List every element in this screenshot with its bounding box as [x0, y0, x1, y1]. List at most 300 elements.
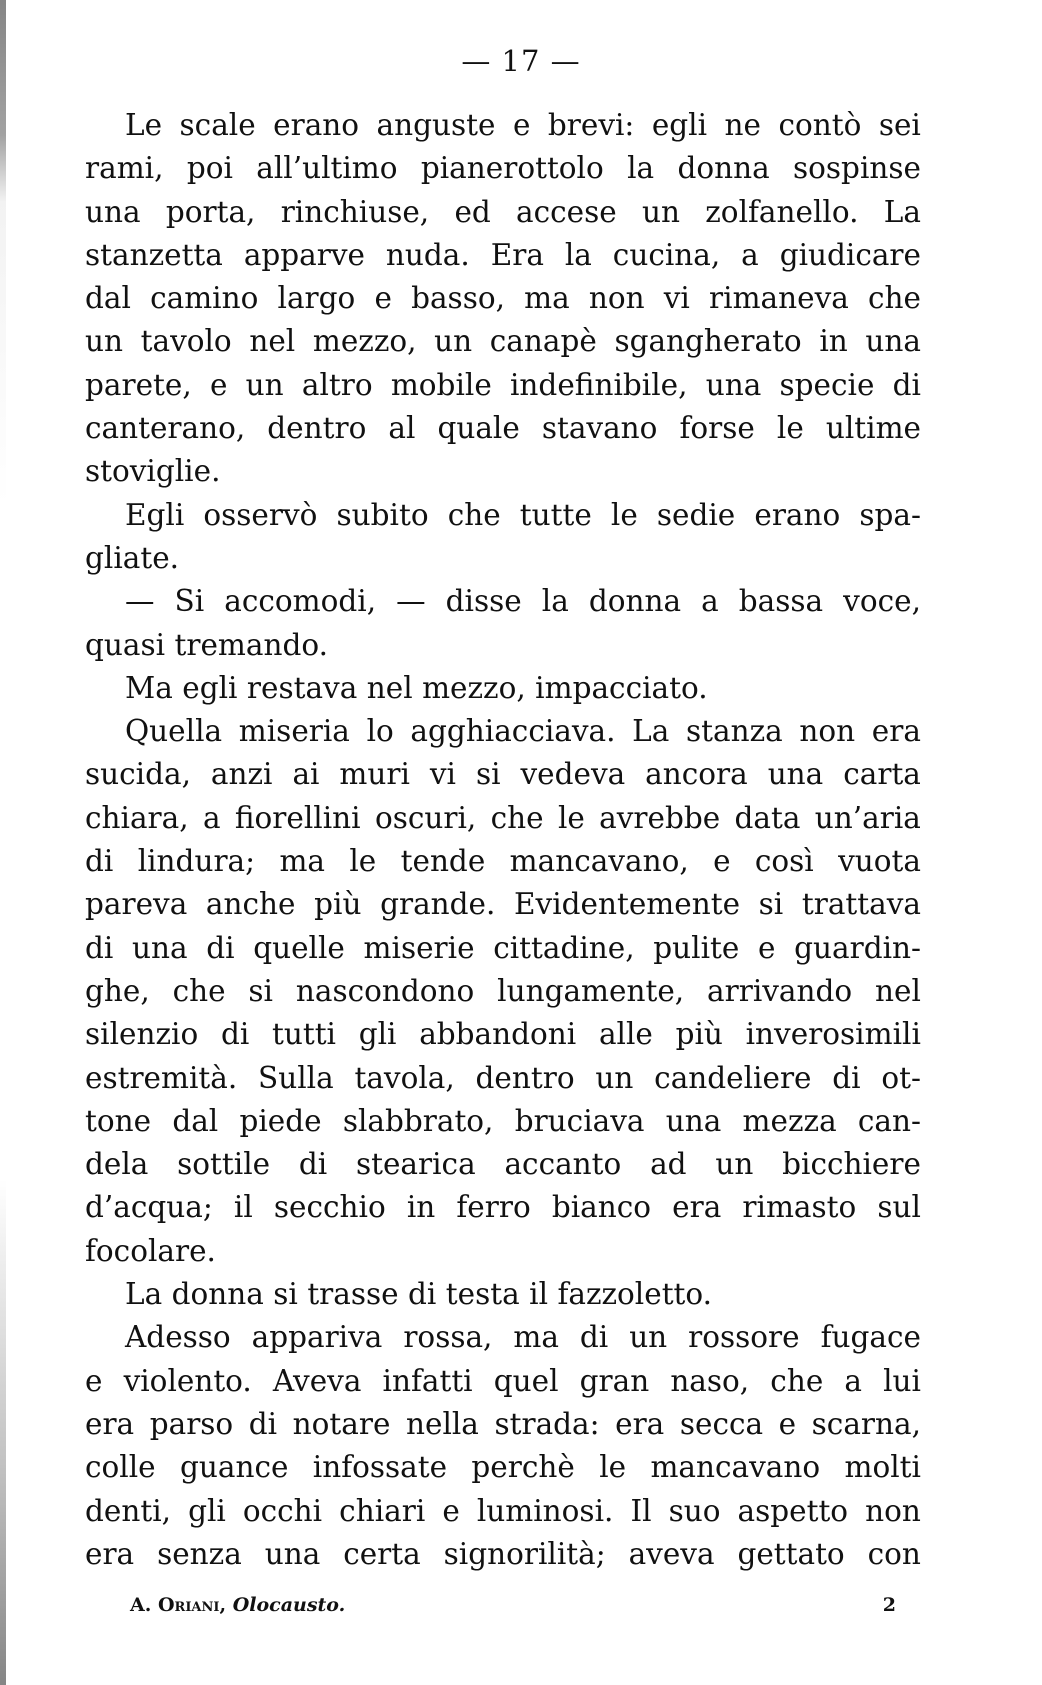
word: contò	[778, 108, 862, 142]
word: era	[615, 1406, 665, 1441]
word: accanto	[504, 1147, 622, 1182]
word: lindura;	[137, 844, 256, 879]
word: silenzio	[85, 1017, 199, 1052]
text-line	[85, 277, 921, 320]
word: le	[776, 411, 804, 446]
word: impacciato.	[535, 670, 708, 705]
word: stanzetta	[85, 237, 223, 272]
word: dentro	[475, 1060, 575, 1095]
word: donna	[677, 151, 770, 186]
word: in	[819, 324, 848, 359]
word: le	[599, 1450, 627, 1485]
word: vi	[663, 281, 690, 316]
word: Le	[125, 108, 163, 142]
word: più	[314, 887, 362, 922]
word: a	[844, 1363, 862, 1398]
text-line	[85, 927, 921, 970]
word: quel	[493, 1363, 559, 1398]
word: la	[541, 584, 569, 619]
word: oscuri,	[374, 800, 477, 835]
word: tavola,	[354, 1060, 455, 1095]
word: Egli	[125, 497, 185, 532]
text-line	[85, 667, 921, 710]
text-line	[85, 1057, 921, 1100]
text-line	[85, 1013, 921, 1056]
word: le	[349, 844, 377, 879]
word: agghiacciava.	[410, 714, 616, 749]
word: gran	[579, 1363, 650, 1398]
word: rimasto	[742, 1190, 857, 1225]
word: tavolo	[140, 324, 232, 359]
word: mezzo,	[312, 324, 417, 359]
word: una	[85, 194, 141, 229]
word: abbandoni	[419, 1017, 577, 1052]
word: di	[298, 1147, 328, 1182]
text-line	[85, 191, 921, 234]
word: nascondono	[295, 973, 475, 1008]
word: tone	[85, 1103, 152, 1138]
page-footer	[130, 1594, 896, 1616]
word: infatti	[382, 1363, 473, 1398]
text-line	[85, 1403, 921, 1446]
word: sgangherato	[614, 324, 802, 359]
text-line	[85, 883, 921, 926]
text-line	[85, 1446, 921, 1489]
text-line	[85, 580, 921, 623]
word: violento.	[123, 1363, 252, 1398]
word: La	[632, 714, 670, 749]
word: Aveva	[272, 1363, 362, 1398]
word: vuota	[838, 844, 921, 879]
text-line	[85, 1490, 921, 1533]
word: rami,	[85, 151, 164, 186]
word: ai	[292, 757, 320, 792]
word: che	[172, 973, 226, 1008]
word: di	[85, 844, 114, 879]
word: cucina,	[612, 237, 721, 272]
word: all’ultimo	[256, 151, 398, 186]
word: grande.	[380, 887, 496, 922]
word: porta,	[165, 194, 256, 229]
word: di	[206, 930, 235, 965]
word: la	[564, 237, 592, 272]
word: una	[865, 324, 921, 359]
signature-mark: 2	[882, 1594, 896, 1616]
word: quelle	[253, 930, 345, 965]
word: egli	[651, 108, 708, 142]
word: arrivando	[707, 973, 853, 1008]
word: testa	[445, 1277, 520, 1312]
word: nuda.	[385, 237, 470, 272]
word: candeliere	[654, 1060, 812, 1095]
word: sospinse	[793, 151, 921, 186]
word: sei	[878, 108, 921, 142]
word: miserie	[363, 930, 475, 965]
word: anche	[205, 887, 296, 922]
word: scarna,	[811, 1406, 921, 1441]
word: gliate.	[85, 540, 180, 575]
word: parete,	[85, 367, 192, 402]
word: alle	[598, 1017, 653, 1052]
word: di	[892, 367, 921, 402]
word: —	[396, 584, 426, 619]
word: dela	[85, 1147, 149, 1182]
word: egli	[182, 670, 238, 705]
word: un	[715, 1147, 754, 1182]
word: —	[125, 584, 155, 619]
text-line	[85, 624, 921, 667]
word: trattava	[801, 887, 921, 922]
word: e	[374, 281, 392, 316]
word: parso	[149, 1406, 234, 1441]
word: aspetto	[737, 1493, 849, 1528]
text-line	[85, 1273, 921, 1316]
footer-title: Olocausto.	[232, 1594, 346, 1616]
word: giudicare	[779, 237, 921, 272]
word: ed	[454, 194, 491, 229]
word: che	[868, 281, 921, 316]
word: Evidentemente	[514, 887, 741, 922]
word: rimaneva	[709, 281, 849, 316]
word: erano	[273, 108, 360, 142]
text-line	[85, 104, 921, 147]
word: certa	[343, 1536, 421, 1571]
word: Il	[630, 1493, 652, 1528]
word: e	[778, 1406, 797, 1441]
word: nel	[875, 973, 921, 1008]
word: più	[675, 1017, 723, 1052]
word: La	[125, 1277, 163, 1312]
word: altro	[301, 367, 373, 402]
word: la	[627, 151, 655, 186]
word: fazzoletto.	[557, 1277, 713, 1312]
word: ne	[724, 108, 761, 142]
text-line	[85, 1230, 921, 1273]
word: in	[406, 1190, 436, 1225]
word: stanza	[686, 714, 783, 749]
word: ma	[513, 1320, 559, 1355]
word: occhi	[242, 1493, 323, 1528]
word: mezza	[742, 1103, 837, 1138]
word: aveva	[628, 1536, 715, 1571]
text-line	[85, 1360, 921, 1403]
word: lungamente,	[497, 973, 685, 1008]
word: tutte	[519, 497, 592, 532]
text-line	[85, 970, 921, 1013]
word: anguste	[376, 108, 496, 142]
word: scale	[179, 108, 256, 142]
word: di	[220, 1017, 250, 1052]
word: muri	[339, 757, 410, 792]
word: chiara,	[85, 800, 189, 835]
word: canterano,	[85, 411, 246, 446]
word: non	[588, 281, 645, 316]
word: si	[273, 1277, 298, 1312]
word: notare	[292, 1406, 391, 1441]
word: Ma	[125, 670, 173, 705]
word: carta	[843, 757, 921, 792]
word: guardin-	[794, 930, 921, 965]
word: camino	[150, 281, 259, 316]
word: piede	[239, 1103, 322, 1138]
word: ad	[650, 1147, 687, 1182]
body-text	[85, 104, 921, 1576]
text-line	[85, 537, 921, 580]
word: disse	[445, 584, 522, 619]
word: La	[883, 194, 921, 229]
word: naso,	[670, 1363, 750, 1398]
text-line	[85, 840, 921, 883]
word: indefinibile,	[510, 367, 688, 402]
word: quale	[437, 411, 520, 446]
word: di	[248, 1406, 278, 1441]
word: mancavano	[650, 1450, 821, 1485]
word: era	[672, 1190, 722, 1225]
word: vi	[429, 757, 456, 792]
word: specie	[779, 367, 875, 402]
word: luminosi.	[476, 1493, 614, 1528]
word: secca	[679, 1406, 764, 1441]
page-number: — 17 —	[461, 44, 581, 78]
word: avrebbe	[599, 800, 721, 835]
text-line	[85, 494, 921, 537]
text-line	[85, 407, 921, 450]
binding-edge-shadow	[0, 0, 6, 1685]
word: stavano	[541, 411, 658, 446]
word: un	[642, 194, 680, 229]
word: basso,	[411, 281, 505, 316]
word: si	[248, 973, 273, 1008]
word: fugace	[820, 1320, 921, 1355]
word: brevi:	[547, 108, 635, 142]
footer-citation	[130, 1594, 345, 1616]
word: era	[85, 1406, 135, 1441]
word: largo	[277, 281, 356, 316]
word: ancora	[645, 757, 748, 792]
word: un	[595, 1060, 634, 1095]
word: donna	[171, 1277, 264, 1312]
word: strada:	[494, 1406, 600, 1441]
word: fiorellini	[234, 800, 361, 835]
word: così	[754, 844, 814, 879]
word: e	[512, 108, 531, 142]
text-line	[85, 1143, 921, 1186]
word: gli	[358, 1017, 397, 1052]
word: data	[734, 800, 801, 835]
word: le	[610, 497, 638, 532]
word: una	[705, 367, 762, 402]
word: signorilità;	[443, 1536, 606, 1571]
text-line	[85, 710, 921, 753]
word: tremando.	[174, 627, 328, 662]
word: al	[388, 411, 416, 446]
word: Adesso	[125, 1320, 231, 1355]
word: con	[867, 1536, 921, 1571]
word: Sulla	[258, 1060, 334, 1095]
word: rinchiuse,	[280, 194, 430, 229]
word: erano	[754, 497, 841, 532]
word: anzi	[210, 757, 273, 792]
word: senza	[157, 1536, 242, 1571]
text-line	[85, 1186, 921, 1229]
word: una	[264, 1536, 321, 1571]
word: si	[758, 887, 784, 922]
word: ot-	[881, 1060, 921, 1095]
word: sedie	[656, 497, 736, 532]
word: che	[770, 1363, 824, 1398]
word: donna	[588, 584, 682, 619]
text-line	[85, 450, 921, 493]
word: e	[85, 1363, 103, 1398]
word: zolfanello.	[705, 194, 859, 229]
text-line	[85, 364, 921, 407]
word: le	[557, 800, 585, 835]
word: che	[490, 800, 544, 835]
word: era	[871, 714, 921, 749]
word: gli	[188, 1493, 226, 1528]
word: un	[629, 1320, 668, 1355]
word: trasse	[307, 1277, 399, 1312]
word: una	[131, 930, 188, 965]
word: bianco	[551, 1190, 652, 1225]
word: rossa,	[403, 1320, 493, 1355]
word: mancavano,	[509, 844, 689, 879]
word: lo	[366, 714, 394, 749]
word: non	[865, 1493, 921, 1528]
word: dal	[172, 1103, 219, 1138]
word: un	[85, 324, 123, 359]
word: infossate	[312, 1450, 448, 1485]
word: pareva	[85, 887, 188, 922]
word: ferro	[456, 1190, 531, 1225]
word: dentro	[267, 411, 367, 446]
word: pulite	[653, 930, 740, 965]
word: lui	[883, 1363, 921, 1398]
word: d’acqua;	[85, 1190, 213, 1225]
word: slabbrato,	[342, 1103, 494, 1138]
word: che	[447, 497, 501, 532]
footer-author: A. Oriani,	[130, 1594, 227, 1616]
word: osservò	[203, 497, 318, 532]
word: e	[442, 1493, 460, 1528]
text-line	[85, 1316, 921, 1359]
word: Era	[490, 237, 544, 272]
word: di	[579, 1320, 609, 1355]
word: un	[245, 367, 284, 402]
word: sul	[877, 1190, 921, 1225]
text-line	[85, 797, 921, 840]
word: nel	[366, 670, 413, 705]
word: di	[832, 1060, 861, 1095]
word: a	[701, 584, 719, 619]
word: guance	[179, 1450, 289, 1485]
word: bicchiere	[782, 1147, 921, 1182]
word: il	[529, 1277, 549, 1312]
word: mobile	[390, 367, 492, 402]
word: nel	[249, 324, 296, 359]
word: Quella	[125, 714, 223, 749]
word: un’aria	[814, 800, 921, 835]
word: sucida,	[85, 757, 191, 792]
word: bassa	[738, 584, 824, 619]
text-line	[85, 753, 921, 796]
word: e	[209, 367, 228, 402]
word: dal	[85, 281, 131, 316]
word: stearica	[355, 1147, 476, 1182]
word: mezzo,	[422, 670, 526, 705]
word: colle	[85, 1450, 156, 1485]
word: e	[713, 844, 731, 879]
word: subito	[336, 497, 429, 532]
word: pianerottolo	[420, 151, 604, 186]
word: era	[85, 1536, 135, 1571]
word: un	[434, 324, 473, 359]
word: appariva	[251, 1320, 383, 1355]
word: focolare.	[85, 1233, 216, 1268]
word: spa-	[859, 497, 921, 532]
word: restava	[246, 670, 358, 705]
word: miseria	[238, 714, 350, 749]
word: chiari	[339, 1493, 426, 1528]
word: e	[758, 930, 776, 965]
word: di	[85, 930, 114, 965]
word: ma	[279, 844, 325, 879]
word: sottile	[177, 1147, 271, 1182]
word: Si	[174, 584, 205, 619]
word: di	[408, 1277, 437, 1312]
word: molti	[844, 1450, 921, 1485]
word: ghe,	[85, 973, 150, 1008]
word: bruciava	[514, 1103, 645, 1138]
word: nella	[405, 1406, 479, 1441]
word: tutti	[271, 1017, 336, 1052]
word: forse	[679, 411, 755, 446]
word: denti,	[85, 1493, 172, 1528]
word: apparve	[243, 237, 365, 272]
word: quasi	[85, 627, 166, 662]
text-line	[85, 1533, 921, 1576]
word: gettato	[737, 1536, 845, 1571]
word: a	[741, 237, 759, 272]
word: tende	[400, 844, 486, 879]
word: rossore	[688, 1320, 800, 1355]
word: non	[799, 714, 856, 749]
word: cittadine,	[493, 930, 635, 965]
word: voce,	[843, 584, 921, 619]
text-line	[85, 320, 921, 363]
word: poi	[186, 151, 233, 186]
word: si	[475, 757, 501, 792]
word: suo	[668, 1493, 721, 1528]
word: ma	[524, 281, 570, 316]
word: secchio	[273, 1190, 386, 1225]
word: inverosimili	[745, 1017, 921, 1052]
word: perchè	[471, 1450, 575, 1485]
word: vedeva	[520, 757, 626, 792]
word: estremità.	[85, 1060, 238, 1095]
word: accese	[516, 194, 617, 229]
word: una	[767, 757, 824, 792]
text-line	[85, 234, 921, 277]
word: canapè	[489, 324, 597, 359]
word: accomodi,	[224, 584, 377, 619]
word: a	[202, 800, 221, 835]
word: ultime	[825, 411, 921, 446]
text-line	[85, 1100, 921, 1143]
word: can-	[857, 1103, 921, 1138]
word: stoviglie.	[85, 454, 221, 489]
word: il	[233, 1190, 253, 1225]
